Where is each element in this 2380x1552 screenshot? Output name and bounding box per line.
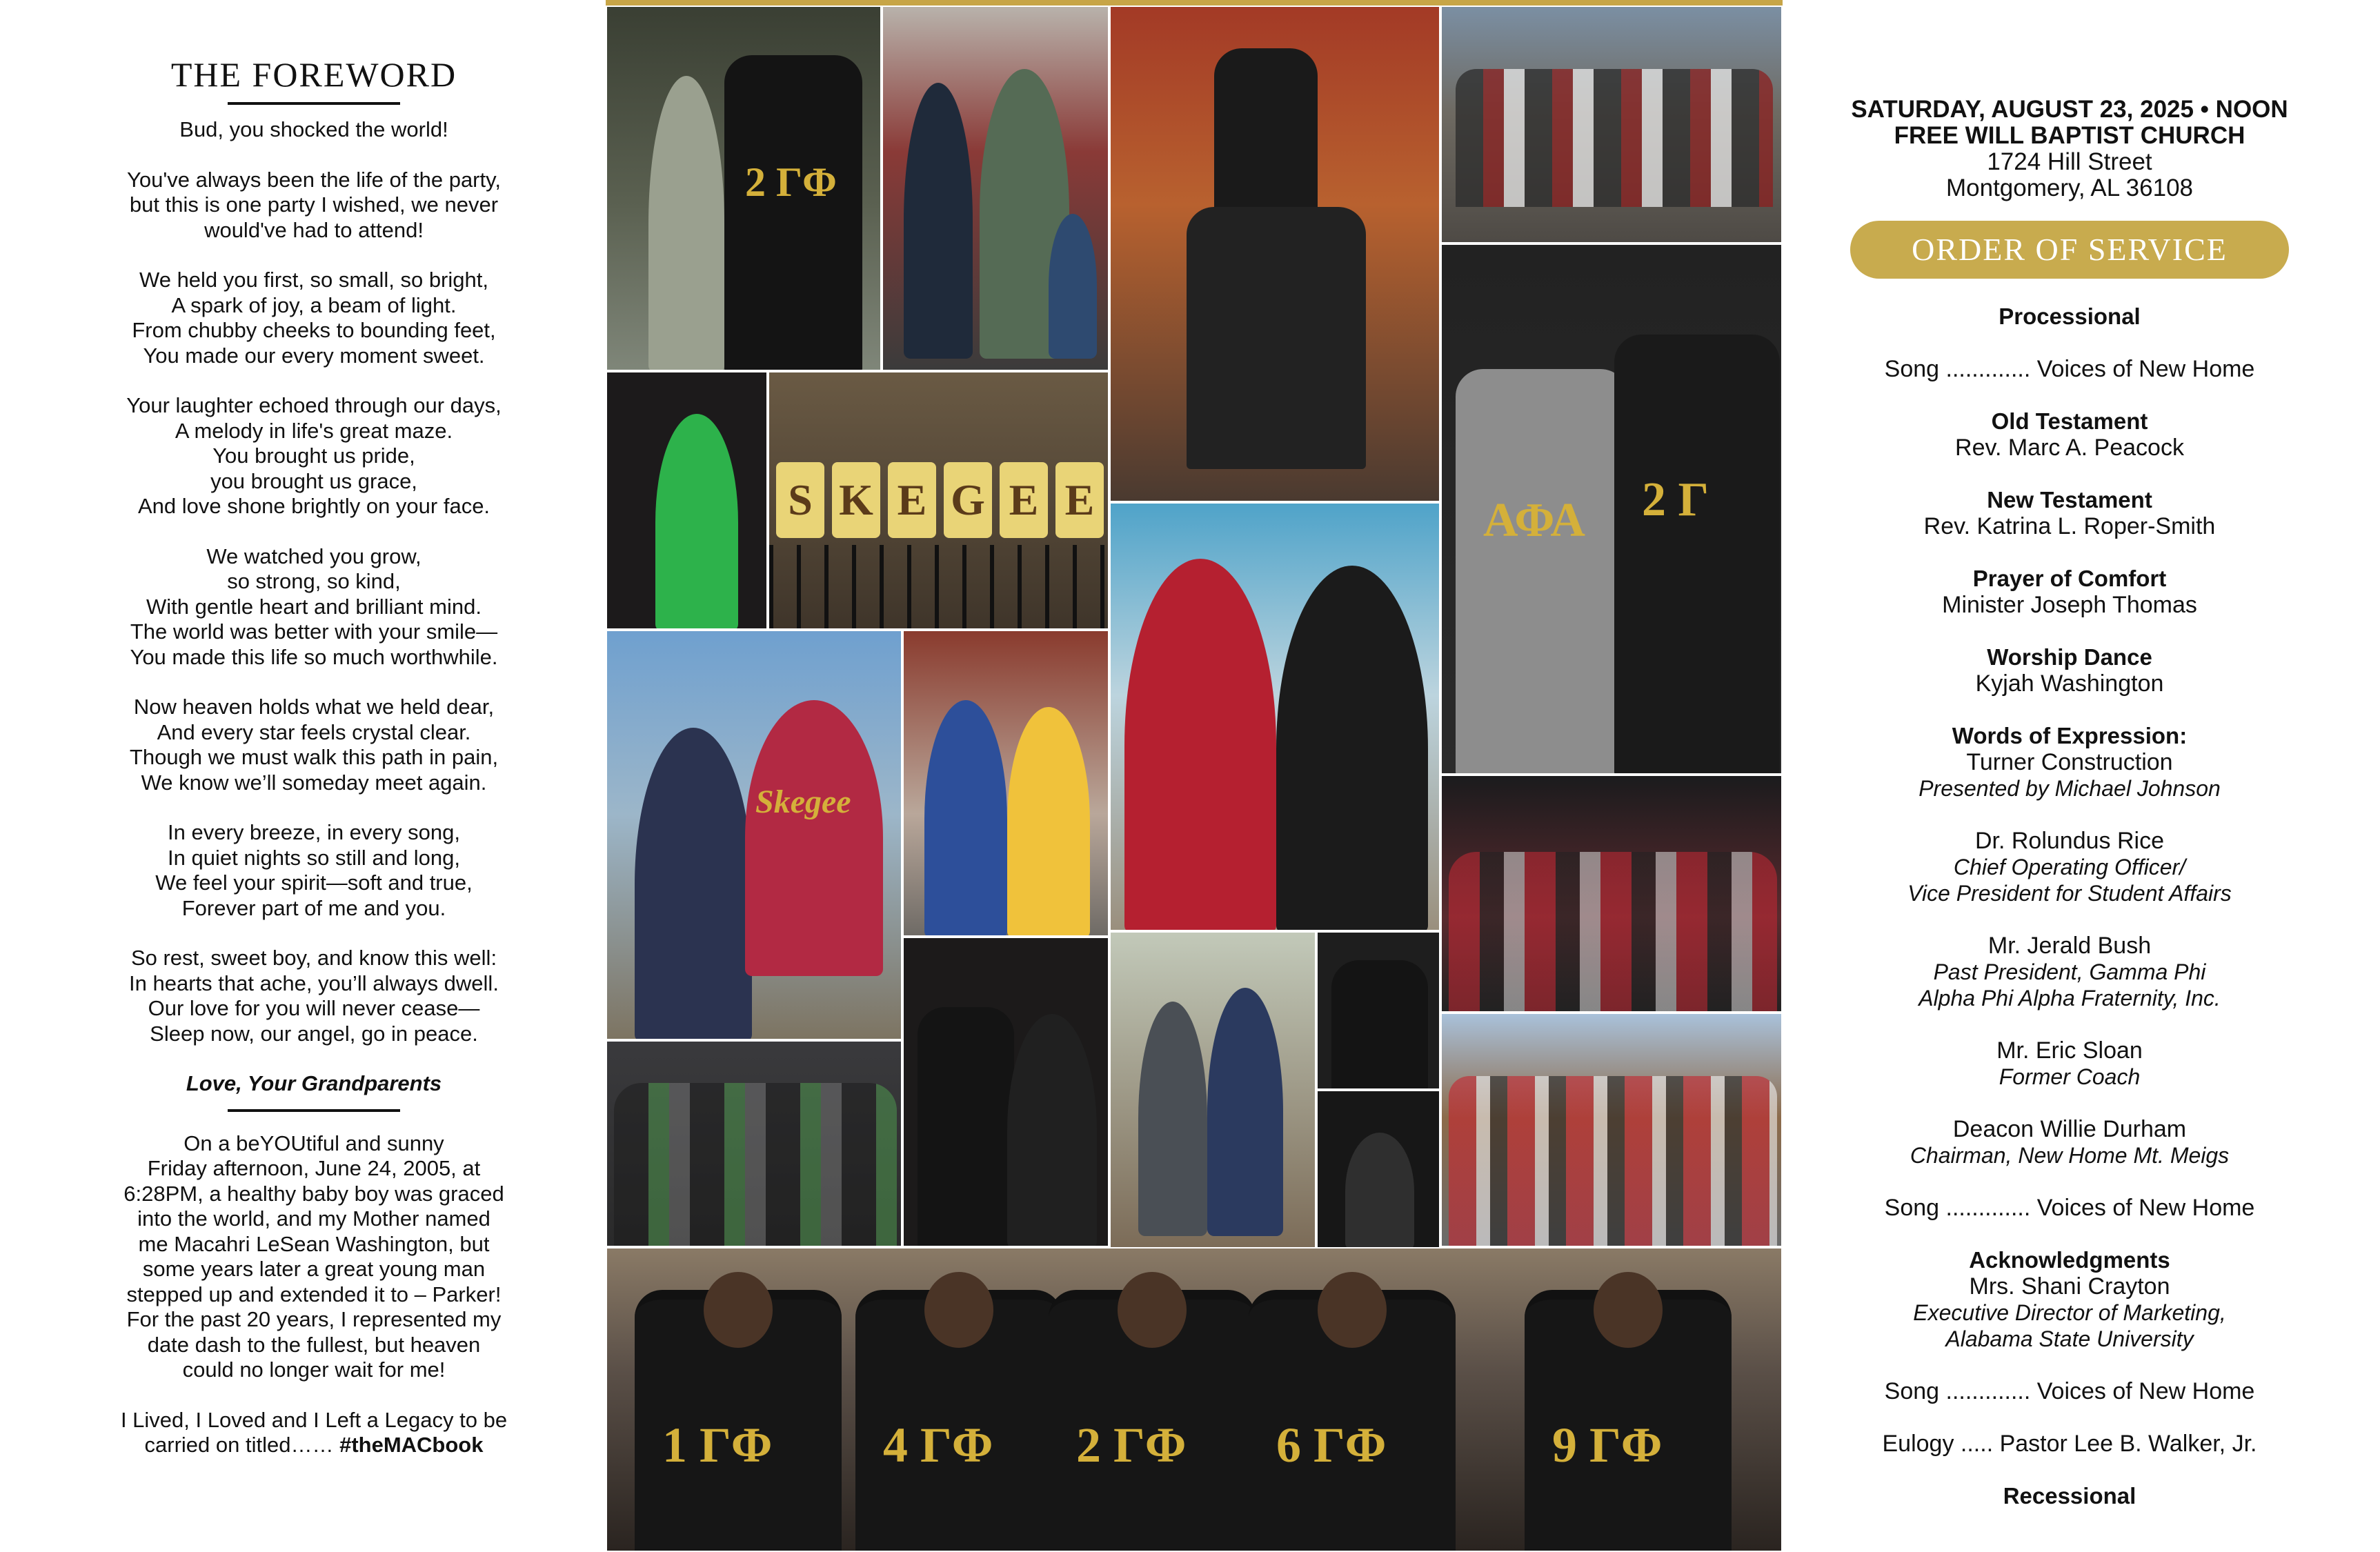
photo-green-jacket: [606, 371, 768, 630]
poem-line: You made our every moment sweet.: [143, 343, 485, 368]
church-name: FREE WILL BAPTIST CHURCH: [1894, 122, 2245, 149]
poem-line: Bud, you shocked the world!: [179, 117, 448, 141]
member-jacket: [1249, 1290, 1456, 1552]
stand-letter: E: [1000, 462, 1048, 538]
story-line: 6:28PM, a healthy baby boy was graced: [123, 1181, 504, 1206]
service-heading: Processional: [1999, 304, 2141, 329]
poem-stanza: [76, 117, 552, 143]
service-item: [1821, 1116, 2318, 1168]
shirt-text: Skegee: [755, 784, 851, 820]
service-list: [1821, 304, 2318, 1509]
stand-letter: G: [944, 462, 992, 538]
photo-classroom-pair: [1109, 502, 1440, 931]
poem-line: Sleep now, our angel, go in peace.: [150, 1021, 478, 1046]
photo-two-students: [902, 630, 1109, 937]
service-role: Alabama State University: [1945, 1326, 2194, 1351]
service-line: Song ............. Voices of New Home: [1884, 356, 2255, 382]
photo-small-night: [1316, 1090, 1440, 1248]
member-jacket: [635, 1290, 842, 1552]
hashtag: #theMACbook: [339, 1433, 484, 1457]
photo-party-crowd: [606, 1040, 902, 1247]
service-item: [1821, 828, 2318, 906]
service-role: Executive Director of Marketing,: [1913, 1300, 2226, 1325]
story-line: Friday afternoon, June 24, 2005, at: [147, 1156, 481, 1180]
divider: [228, 1109, 400, 1112]
service-role: Past President, Gamma Phi: [1933, 959, 2206, 984]
service-item: [1821, 1378, 2318, 1404]
service-item: [1821, 1483, 2318, 1509]
service-item: [1821, 487, 2318, 539]
poem-stanza: [76, 544, 552, 670]
signature: Love, Your Grandparents: [186, 1071, 442, 1095]
poem-stanza: [76, 393, 552, 519]
service-role: Chief Operating Officer/: [1953, 855, 2186, 879]
service-line: Rev. Marc A. Peacock: [1955, 435, 2184, 461]
story-line: stepped up and extended it to – Parker!: [126, 1282, 502, 1306]
poem-stanza: [76, 820, 552, 921]
stand-letter: K: [832, 462, 880, 538]
service-heading: Words of Expression:: [1952, 723, 2188, 748]
service-line: Song ............. Voices of New Home: [1884, 1378, 2255, 1404]
service-item: [1821, 644, 2318, 697]
top-gold-bar: [606, 0, 1783, 6]
service-line: Song ............. Voices of New Home: [1884, 1195, 2255, 1221]
member-head: [1318, 1272, 1387, 1348]
service-role: Former Coach: [1999, 1064, 2141, 1089]
service-line: Kyjah Washington: [1975, 670, 2164, 697]
service-heading: Acknowledgments: [1969, 1247, 2170, 1273]
poem-stanza: [76, 268, 552, 368]
service-heading: Old Testament: [1991, 408, 2148, 434]
poem-line: A melody in life's great maze.: [175, 418, 453, 443]
poem-line: We held you first, so small, so bright,: [139, 268, 488, 292]
service-heading: Prayer of Comfort: [1972, 566, 2167, 591]
jacket-number: 6 ΓΦ: [1276, 1417, 1387, 1473]
photo-stands-skegee: [768, 371, 1109, 630]
poem-stanza: [76, 695, 552, 795]
poem-line: A spark of joy, a beam of light.: [171, 292, 457, 317]
service-line: Rev. Katrina L. Roper-Smith: [1923, 513, 2216, 539]
service-item: [1821, 356, 2318, 382]
order-of-service-banner: ORDER OF SERVICE: [1850, 221, 2289, 279]
poem-line: but this is one party I wished, we never: [129, 192, 499, 217]
service-line: Mr. Jerald Bush: [1987, 933, 2152, 959]
service-role: Vice President for Student Affairs: [1907, 881, 2232, 906]
poem-line: You've always been the life of the party,: [127, 167, 501, 192]
poem-line: Forever part of me and you.: [181, 895, 446, 920]
service-line: Turner Construction: [1966, 749, 2173, 775]
photo-stage-pose: [1109, 6, 1440, 502]
story-line: On a beYOUtiful and sunny: [184, 1131, 444, 1155]
poem-line: would've had to attend!: [204, 217, 424, 242]
poem-line: In quiet nights so still and long,: [168, 845, 460, 870]
photo-mother-son: [606, 630, 902, 1040]
service-item: [1821, 1037, 2318, 1090]
service-heading: New Testament: [1987, 487, 2152, 513]
birth-story: [76, 1131, 552, 1383]
photo-large-group-red: [1440, 1013, 1783, 1247]
poem-line: Our love for you will never cease—: [148, 996, 480, 1020]
service-role: Presented by Michael Johnson: [1918, 776, 2221, 801]
service-line: Deacon Willie Durham: [1952, 1116, 2187, 1142]
member-jacket: [1525, 1290, 1732, 1552]
service-line: Mr. Eric Sloan: [1996, 1037, 2143, 1064]
service-item: [1821, 304, 2318, 330]
jacket-number: 1 ΓΦ: [662, 1417, 773, 1473]
poem-line: Though we must walk this path in pain,: [129, 745, 499, 769]
photo-family-hallway: [882, 6, 1109, 371]
poem-line: We feel your spirit—soft and true,: [155, 870, 473, 895]
photo-small-pair: [1316, 931, 1440, 1090]
poem-line: Your laughter echoed through our days,: [126, 393, 502, 417]
poem-line: From chubby cheeks to bounding feet,: [132, 318, 496, 342]
photo-night-group: [1440, 775, 1783, 1013]
service-line: Eulogy ..... Pastor Lee B. Walker, Jr.: [1882, 1431, 2257, 1457]
service-column: [1821, 97, 2318, 1535]
poem-line: With gentle heart and brilliant mind.: [146, 594, 482, 619]
member-head: [924, 1272, 993, 1348]
poem-line: so strong, so kind,: [227, 569, 401, 593]
date-line: SATURDAY, AUGUST 23, 2025 • NOON: [1851, 96, 2288, 123]
member-jacket: [1049, 1290, 1256, 1552]
jacket-number: 9 ΓΦ: [1552, 1417, 1663, 1473]
service-line: Mrs. Shani Crayton: [1969, 1273, 2170, 1300]
closing-line-1: I Lived, I Loved and I Left a Legacy to be: [120, 1407, 508, 1432]
title-underline: [228, 102, 400, 105]
service-line: Dr. Rolundus Rice: [1974, 828, 2164, 854]
member-head: [704, 1272, 773, 1348]
foreword-poem: [76, 117, 552, 1046]
service-item: [1821, 933, 2318, 1011]
service-role: Chairman, New Home Mt. Meigs: [1910, 1143, 2230, 1168]
poem-line: We know we’ll someday meet again.: [141, 770, 487, 795]
foreword-column: [76, 54, 552, 1458]
poem-line: And love shone brightly on your face.: [137, 494, 490, 518]
member-head: [1594, 1272, 1663, 1348]
poem-line: Now heaven holds what we held dear,: [133, 695, 495, 719]
service-item: [1821, 1431, 2318, 1457]
poem-line: You brought us pride,: [212, 444, 415, 468]
member-head: [1118, 1272, 1187, 1348]
service-item: [1821, 723, 2318, 802]
service-heading: Worship Dance: [1987, 644, 2152, 670]
poem-line: So rest, sweet boy, and know this well:: [130, 946, 497, 970]
story-line: into the world, and my Mother named: [137, 1206, 490, 1231]
photo-jacket-portrait: ΑΦΑ 2 Γ: [1440, 243, 1783, 775]
poem-line: In every breeze, in every song,: [168, 820, 460, 844]
poem-line: In hearts that ache, you’ll always dwell.: [129, 971, 499, 995]
service-line: Minister Joseph Thomas: [1942, 592, 2197, 618]
closing-line-2: carried on titled……: [144, 1433, 340, 1457]
story-line: date dash to the fullest, but heaven: [147, 1332, 481, 1357]
poem-line: You made this life so much worthwhile.: [130, 644, 498, 669]
photo-suits-walk: [1109, 931, 1316, 1248]
poem-stanza: [76, 168, 552, 243]
street-address: 1724 Hill Street: [1987, 148, 2152, 175]
story-line: some years later a great young man: [142, 1257, 486, 1281]
stand-letters: [776, 462, 1104, 538]
jacket-number: 4 ΓΦ: [883, 1417, 993, 1473]
service-heading: Recessional: [2003, 1483, 2136, 1509]
poem-line: The world was better with your smile—: [130, 619, 498, 644]
photo-couple-jacket: 2 ΓΦ: [606, 6, 882, 371]
service-item: [1821, 1195, 2318, 1221]
service-item: [1821, 566, 2318, 618]
poem-line: you brought us grace,: [210, 468, 417, 493]
service-item: [1821, 408, 2318, 461]
story-line: For the past 20 years, I represented my: [126, 1307, 502, 1331]
closing-text: [76, 1408, 552, 1458]
photo-sister-shirt: [902, 937, 1109, 1247]
photo-line-jackets: [606, 1247, 1783, 1552]
photo-group-street: [1440, 6, 1783, 243]
story-line: me Macahri LeSean Washington, but: [138, 1231, 490, 1256]
stand-letter: E: [888, 462, 936, 538]
poem-line: We watched you grow,: [206, 544, 422, 568]
foreword-title: THE FOREWORD: [170, 55, 457, 94]
member-jacket: [855, 1290, 1062, 1552]
poem-stanza: [76, 946, 552, 1046]
stand-letter: E: [1055, 462, 1104, 538]
stand-letter: S: [776, 462, 824, 538]
poem-line: And every star feels crystal clear.: [157, 719, 471, 744]
city-line: Montgomery, AL 36108: [1946, 175, 2193, 201]
photo-collage: [606, 0, 1783, 1552]
service-item: [1821, 1247, 2318, 1352]
story-line: could no longer wait for me!: [182, 1357, 446, 1382]
jacket-number: 2 ΓΦ: [1076, 1417, 1187, 1473]
service-role: Alpha Phi Alpha Fraternity, Inc.: [1918, 986, 2221, 1011]
